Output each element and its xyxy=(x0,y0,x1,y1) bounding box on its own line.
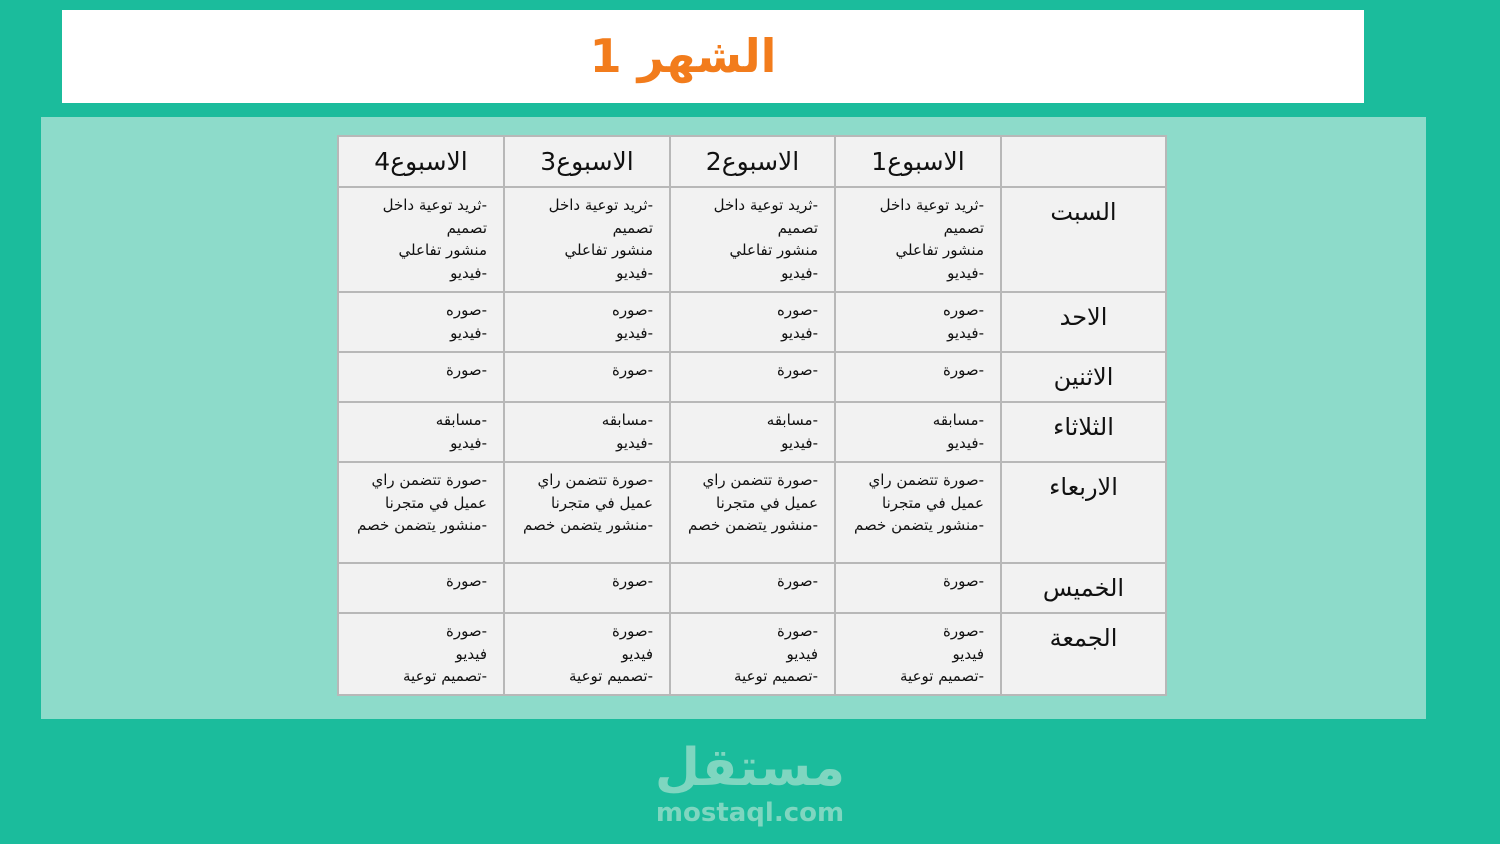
schedule-cell xyxy=(504,462,670,563)
day-label: الاحد xyxy=(1001,292,1166,352)
cell-line: منشور تفاعلي xyxy=(895,241,984,259)
cell-line: -صورة xyxy=(776,361,818,379)
mostaql-logo xyxy=(600,738,900,828)
cell-line: -منشور يتضمن خصم xyxy=(523,516,653,534)
cell-line: -صورة xyxy=(611,572,653,590)
cell-line: -صورة xyxy=(611,361,653,379)
schedule-cell xyxy=(835,292,1001,352)
schedule-cell xyxy=(338,563,504,613)
cell-line: -فيديو xyxy=(947,263,984,282)
cell-line: -تصميم توعية xyxy=(569,667,653,685)
title-bar xyxy=(62,10,1364,103)
cell-line: -صورة تتضمن راي xyxy=(868,471,984,489)
day-label: الخميس xyxy=(1001,563,1166,613)
schedule-cell xyxy=(670,462,835,563)
cell-line: -صوره xyxy=(445,301,487,319)
schedule-cell xyxy=(504,292,670,352)
schedule-cell xyxy=(338,402,504,462)
week-header: الاسبوع4 xyxy=(338,136,504,187)
cell-line: -صورة xyxy=(445,622,487,640)
cell-line: -فيديو xyxy=(616,323,653,342)
schedule-cell xyxy=(504,352,670,402)
cell-line: -فيديو xyxy=(450,263,487,282)
schedule-cell xyxy=(670,613,835,695)
header-row xyxy=(338,136,1166,187)
schedule-cell xyxy=(670,563,835,613)
cell-line: -ثريد توعية داخل xyxy=(382,196,487,214)
day-label: الاثنين xyxy=(1001,352,1166,402)
schedule-cell xyxy=(835,613,1001,695)
cell-line: -ثريد توعية داخل xyxy=(713,196,818,214)
logo-arabic: مستقل xyxy=(654,738,846,798)
cell-line: عميل في متجرنا xyxy=(385,493,487,512)
week-header: الاسبوع1 xyxy=(835,136,1001,187)
cell-line: تصميم xyxy=(612,218,653,237)
cell-line: منشور تفاعلي xyxy=(729,241,818,259)
day-label: السبت xyxy=(1001,187,1166,292)
cell-line: -فيديو xyxy=(616,263,653,282)
cell-line: تصميم xyxy=(943,218,984,237)
cell-line: فيديو xyxy=(455,644,487,663)
cell-line: -صورة xyxy=(942,361,984,379)
cell-line: -ثريد توعية داخل xyxy=(879,196,984,214)
cell-line: -صوره xyxy=(776,301,818,319)
schedule-cell xyxy=(670,402,835,462)
schedule-cell xyxy=(670,352,835,402)
schedule-cell xyxy=(338,292,504,352)
table-row xyxy=(338,613,1166,695)
schedule-cell xyxy=(338,462,504,563)
table-row xyxy=(338,563,1166,613)
day-label: الاربعاء xyxy=(1001,462,1166,563)
page-title: الشهر 1 xyxy=(589,29,777,83)
schedule-cell xyxy=(504,613,670,695)
cell-line: عميل في متجرنا xyxy=(882,493,984,512)
schedule-cell xyxy=(338,187,504,292)
cell-line: تصميم xyxy=(777,218,818,237)
logo-latin: mostaql.com xyxy=(655,798,845,828)
schedule-cell xyxy=(504,187,670,292)
schedule-cell xyxy=(835,187,1001,292)
cell-line: -تصميم توعية xyxy=(734,667,818,685)
cell-line: منشور تفاعلي xyxy=(398,241,487,259)
cell-line: -مسابقه xyxy=(435,411,487,429)
schedule-cell xyxy=(835,563,1001,613)
cell-line: -تصميم توعية xyxy=(900,667,984,685)
schedule-cell xyxy=(835,352,1001,402)
cell-line: -منشور يتضمن خصم xyxy=(688,516,818,534)
cell-line: -منشور يتضمن خصم xyxy=(854,516,984,534)
cell-line: -صورة xyxy=(611,622,653,640)
cell-line: -مسابقه xyxy=(932,411,984,429)
cell-line: عميل في متجرنا xyxy=(551,493,653,512)
cell-line: -فيديو xyxy=(781,263,818,282)
cell-line: تصميم xyxy=(446,218,487,237)
cell-line: -مسابقه xyxy=(601,411,653,429)
week-header: الاسبوع2 xyxy=(670,136,835,187)
cell-line: -تصميم توعية xyxy=(403,667,487,685)
schedule-cell xyxy=(338,613,504,695)
schedule-cell xyxy=(670,292,835,352)
cell-line: منشور تفاعلي xyxy=(564,241,653,259)
cell-line: -منشور يتضمن خصم xyxy=(357,516,487,534)
cell-line: -صورة xyxy=(776,572,818,590)
cell-line: -صوره xyxy=(611,301,653,319)
cell-line: -صورة تتضمن راي xyxy=(537,471,653,489)
cell-line: فيديو xyxy=(952,644,984,663)
cell-line: -فيديو xyxy=(616,433,653,452)
cell-line: -فيديو xyxy=(450,433,487,452)
table-row xyxy=(338,402,1166,462)
cell-line: -فيديو xyxy=(947,323,984,342)
cell-line: -صورة xyxy=(776,622,818,640)
cell-line: -صورة تتضمن راي xyxy=(371,471,487,489)
day-label: الثلاثاء xyxy=(1001,402,1166,462)
cell-line: -فيديو xyxy=(450,323,487,342)
cell-line: -صورة xyxy=(445,361,487,379)
schedule-cell xyxy=(670,187,835,292)
cell-line: -صوره xyxy=(942,301,984,319)
cell-line: -مسابقه xyxy=(766,411,818,429)
cell-line: فيديو xyxy=(621,644,653,663)
table-row xyxy=(338,187,1166,292)
cell-line: -فيديو xyxy=(781,433,818,452)
cell-line: -صورة تتضمن راي xyxy=(702,471,818,489)
schedule-table xyxy=(337,135,1167,696)
day-label: الجمعة xyxy=(1001,613,1166,695)
corner-cell xyxy=(1001,136,1166,187)
cell-line: -ثريد توعية داخل xyxy=(548,196,653,214)
cell-line: -صورة xyxy=(942,622,984,640)
cell-line: -فيديو xyxy=(947,433,984,452)
schedule-cell xyxy=(504,402,670,462)
week-header: الاسبوع3 xyxy=(504,136,670,187)
schedule-body xyxy=(338,187,1166,695)
cell-line: -فيديو xyxy=(781,323,818,342)
table-row xyxy=(338,352,1166,402)
schedule-cell xyxy=(504,563,670,613)
schedule-cell xyxy=(338,352,504,402)
cell-line: عميل في متجرنا xyxy=(716,493,818,512)
schedule-cell xyxy=(835,462,1001,563)
cell-line: فيديو xyxy=(786,644,818,663)
table-row xyxy=(338,462,1166,563)
cell-line: -صورة xyxy=(445,572,487,590)
cell-line: -صورة xyxy=(942,572,984,590)
schedule-cell xyxy=(835,402,1001,462)
table-row xyxy=(338,292,1166,352)
